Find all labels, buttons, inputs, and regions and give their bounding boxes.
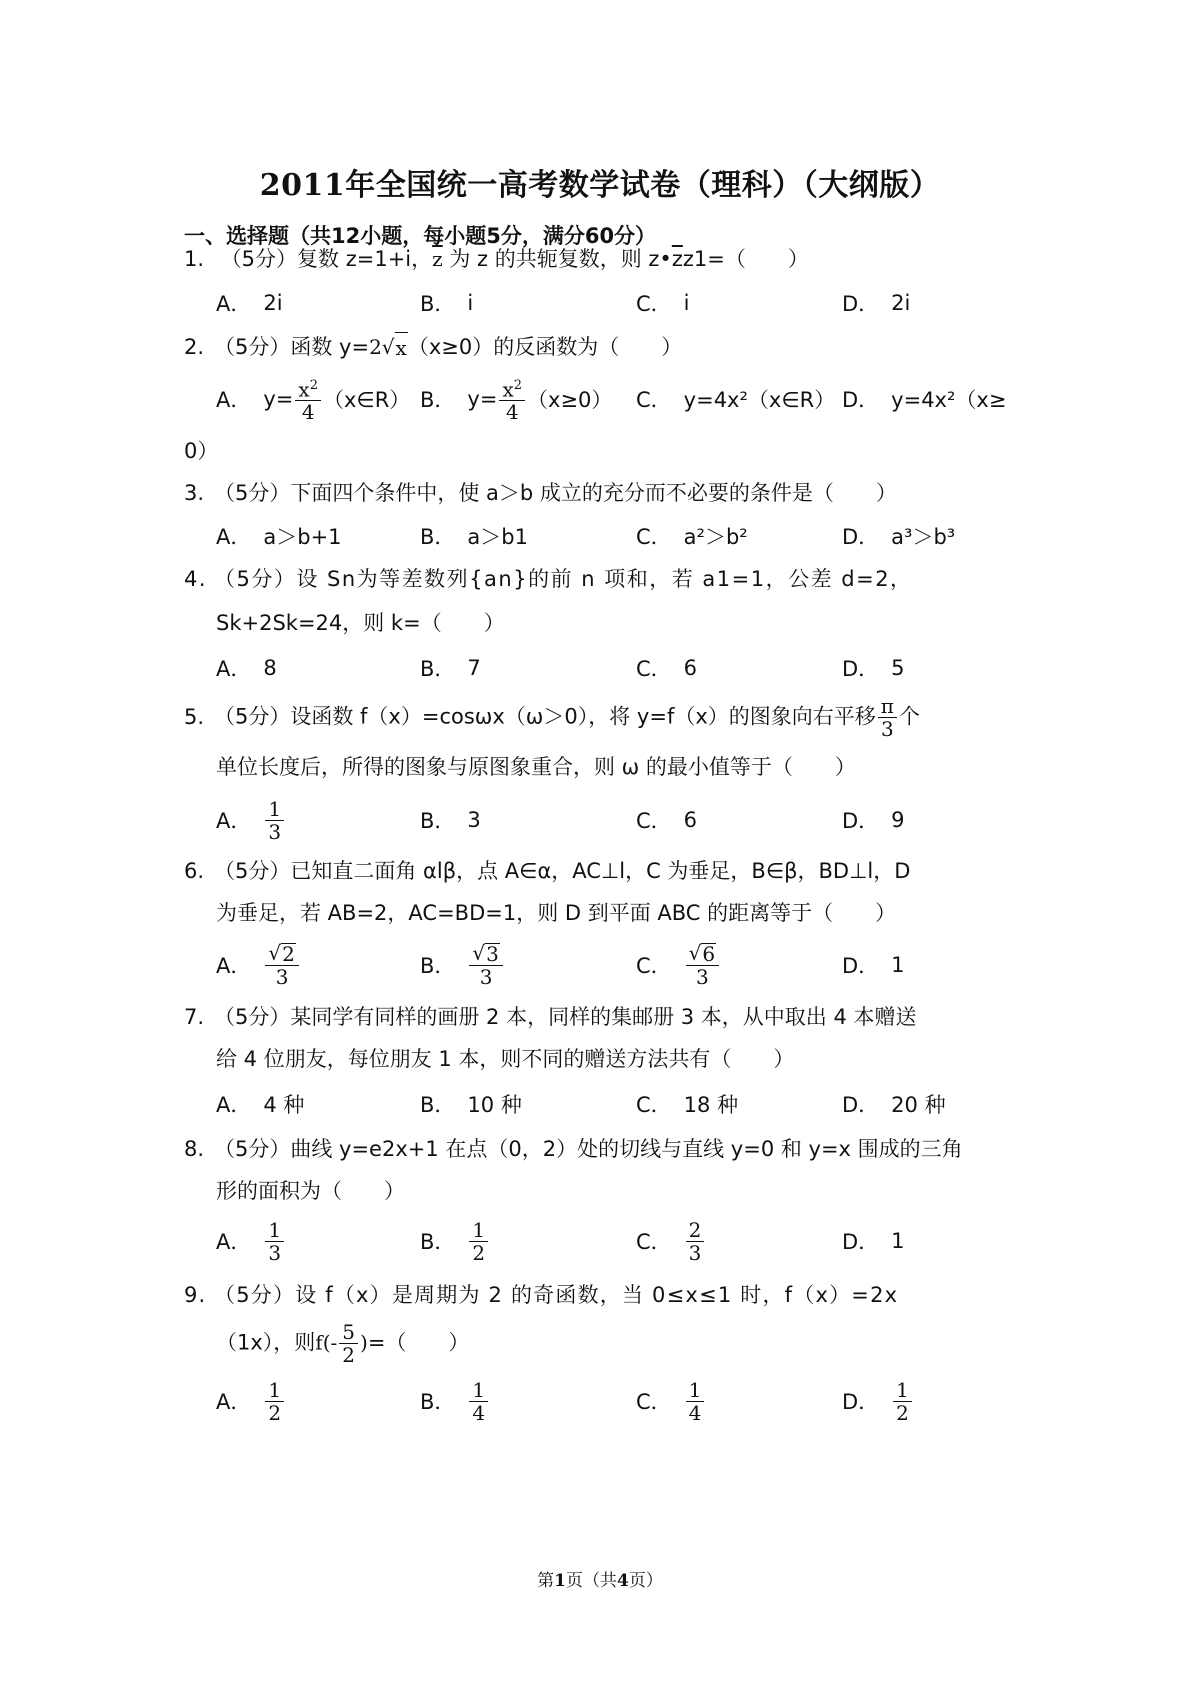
option-b[interactable]: B． $\frac{1}{4}$ <box>420 1376 490 1426</box>
option-b[interactable]: B． i <box>420 291 474 316</box>
option-b[interactable]: B． y= $\frac{x^2}{4}$ （x≥0） <box>420 377 613 425</box>
option-a[interactable]: A． 8 <box>216 656 277 681</box>
option-a[interactable]: A． $\frac{1}{3}$ <box>216 1216 286 1266</box>
question-3: 3. （5分）下面四个条件中，使 a＞b 成立的充分而不必要的条件是（ ） <box>184 481 897 505</box>
section-heading: 一、选择题（共12小题，每小题5分，满分60分） <box>184 224 657 248</box>
question-6: 6. （5分）已知直二面角 αlβ，点 A∈α，AC⊥l，C 为垂足，B∈β，BD⊥l，D <box>184 859 911 883</box>
option-b[interactable]: B． 7 <box>420 656 481 681</box>
options-4 <box>216 646 1036 690</box>
option-b[interactable]: B． √ 3 3 <box>420 940 505 990</box>
question-8: 8. （5分）曲线 y=e2x+1 在点（0，2）处的切线与直线 y=0 和 y=x 围成的三角 <box>184 1137 963 1161</box>
option-d[interactable]: D． a³＞b³ <box>842 525 956 549</box>
option-c[interactable]: C． $\frac{1}{4}$ <box>636 1376 706 1426</box>
option-d[interactable]: D． 2i <box>842 291 911 316</box>
option-b[interactable]: B． 3 <box>420 808 481 833</box>
page-footer: 第1页（共4页） <box>537 1571 663 1591</box>
option-d[interactable]: D． 1 <box>842 1229 905 1254</box>
question-9: 9. （5分）设 f（x）是周期为 2 的奇函数，当 0≤x≤1 时，f（x）=2x <box>184 1283 899 1307</box>
option-d[interactable]: D． y=4x²（x≥ <box>842 388 1007 412</box>
option-c[interactable]: C． $\frac{2}{3}$ <box>636 1216 706 1266</box>
question-7: 7. （5分）某同学有同样的画册 2 本，同样的集邮册 3 本，从中取出 4 本赠送 <box>184 1005 917 1029</box>
option-a[interactable]: A． 2i <box>216 291 283 316</box>
question-9-continued: （1x），则f(- $\frac{5}{2}$ )=（ ） <box>216 1320 470 1367</box>
exam-page: 2011年全国统一高考数学试卷（理科）（大纲版） 一、选择题（共12小题，每小题5分，满分60分） 1. （5分）复数 z=1+i，$\overline{z}$ 为 z 的共轭复数，则 $z•\overline{z}z1=$（ ） A． 2i B． i C． i D． 2i 2. （5分）函数 y=2 √ x （x≥0）的反函数为（ ） A． y= $\frac{x^2}{4}$ （x∈R） B． y= $\frac{x^2}{4}$ （x≥0） C． y=4x²（x∈R） D． y=4x²（x≥ 0） 3. （5分）下面四个条件中，使 a＞b 成立的充分而不必要的条件是（ ） A． a＞b+1 B． a＞b1 C． a²＞b² D． a³＞b³ 4. （5分）设 Sn为等差数列{an}的前 n 项和，若 a1=1，公差 d=2， Sk+2Sk=24，则 k=（ ） A． 8 B． 7 C． 6 D． 5 5. （5分）设函数 f（x）=cosωx（ω＞0），将 y=f（x）的图象向右平移 $\frac{\pi}{3}$ 个 单位长度后，所得的图象与原图象重合，则 ω 的最小值等于（ ） A． $\frac{1}{3}$ B． 3 C． 6 D． 9 6. （5分）已知直二面角 αlβ，点 A∈α，AC⊥l，C 为垂足，B∈β，BD⊥l，D 为垂足，若 AB=2，AC=BD=1，则 D 到平面 ABC 的距离等于（ ） A． √ 2 3 B． √ 3 3 C． √ 6 3 D． 1 7. （5分）某同学有同样的画册 2 本，同样的集邮册 3 本，从中取出 4 本赠送 给 4 位朋友，每位朋友 1 本，则不同的赠送方法共有（ ） A． 4 种 B． 10 种 C． 18 种 D． 20 种 8. （5分）曲线 y=e2x+1 在点（0，2）处的切线与直线 y=0 和 y=x 围成的三角 形的面积为（ ） A． $\frac{1}{3}$ B． $\frac{1}{2}$ C． $\frac{2}{3}$ D． 1 9. （5分）设 f（x）是周期为 2 的奇函数，当 0≤x≤1 时，f（x）=2x （1x），则f(- $\frac{5}{2}$ )=（ ） A． $\frac{1}{2}$ B． $\frac{1}{4}$ C． $\frac{1}{4}$ D． $\frac{1}{2}$ 第1页（共4页） <box>0 0 1200 1700</box>
option-a[interactable]: A． 4 种 <box>216 1093 305 1117</box>
sqrt-x: √ x <box>382 332 408 363</box>
option-c[interactable]: C． i <box>636 291 690 316</box>
option-b[interactable]: B． a＞b1 <box>420 525 528 549</box>
question-4: 4. （5分）设 Sn为等差数列{an}的前 n 项和，若 a1=1，公差 d=2， <box>184 567 913 591</box>
options-9 <box>216 1376 1036 1426</box>
options-1 <box>216 281 1036 325</box>
options-6 <box>216 940 1036 990</box>
options-2 <box>216 374 1036 424</box>
option-d[interactable]: D． 5 <box>842 656 905 681</box>
option-d[interactable]: D． 20 种 <box>842 1093 946 1117</box>
option-c[interactable]: C． √ 6 3 <box>636 940 721 990</box>
options-8 <box>216 1216 1036 1266</box>
question-5: 5. （5分）设函数 f（x）=cosωx（ω＞0），将 y=f（x）的图象向右平移 $\frac{\pi}{3}$ 个 <box>184 694 920 741</box>
option-a[interactable]: A． y= $\frac{x^2}{4}$ （x∈R） <box>216 377 411 425</box>
page-title: 2011年全国统一高考数学试卷（理科）（大纲版） <box>259 168 941 203</box>
question-1: 1. （5分）复数 z=1+i，$\overline{z}$ 为 z 的共轭复数，则 $z•\overline{z}z1=$（ ） <box>184 244 809 274</box>
option-a[interactable]: A． a＞b+1 <box>216 525 342 549</box>
z-conjugate: $\overline{z}$ <box>432 247 443 271</box>
option-a[interactable]: A． $\frac{1}{2}$ <box>216 1376 286 1426</box>
options-5 <box>216 796 1036 844</box>
option-c[interactable]: C． y=4x²（x∈R） <box>636 388 836 412</box>
option-c[interactable]: C． 6 <box>636 656 698 681</box>
option-c[interactable]: C． 18 种 <box>636 1093 739 1117</box>
option-a[interactable]: A． √ 2 3 <box>216 940 301 990</box>
option-b[interactable]: B． $\frac{1}{2}$ <box>420 1216 490 1266</box>
option-d[interactable]: D． 1 <box>842 953 905 978</box>
options-3 <box>216 514 1036 558</box>
question-number: 1. <box>184 247 205 271</box>
options-7 <box>216 1082 1036 1126</box>
option-b[interactable]: B． 10 种 <box>420 1093 522 1117</box>
option-a[interactable]: A． $\frac{1}{3}$ <box>216 796 286 844</box>
option-c[interactable]: C． 6 <box>636 808 698 833</box>
question-2: 2. （5分）函数 y=2 √ x （x≥0）的反函数为（ ） <box>184 332 682 363</box>
option-c[interactable]: C． a²＞b² <box>636 525 748 549</box>
option-d[interactable]: D． $\frac{1}{2}$ <box>842 1376 914 1426</box>
option-d[interactable]: D． 9 <box>842 808 905 833</box>
